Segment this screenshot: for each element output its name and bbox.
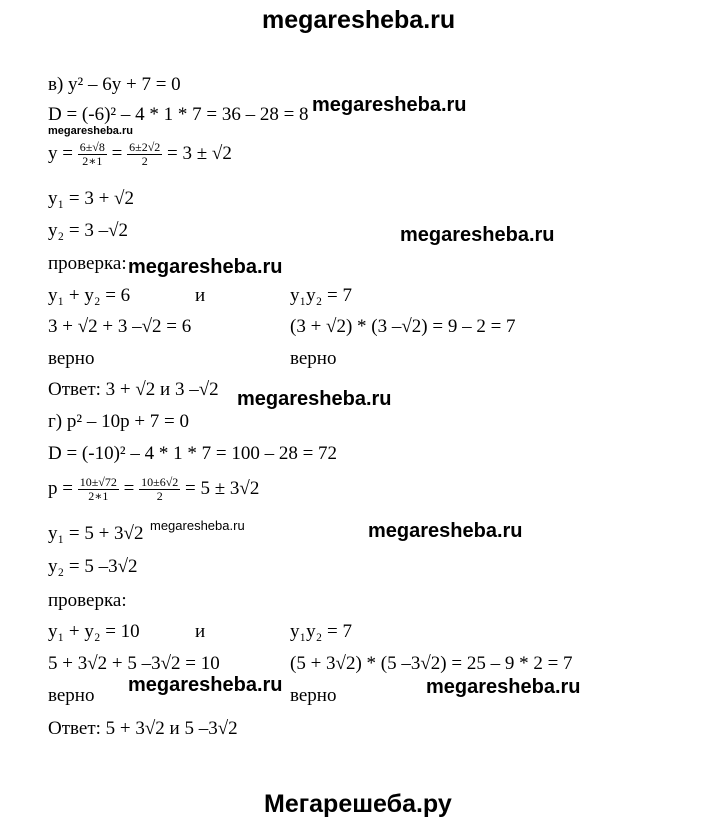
equals-sign: = (111, 142, 123, 164)
check-label-g: проверка: (48, 590, 127, 611)
fraction-2 (139, 476, 180, 503)
check-label-v: проверка: (48, 253, 127, 274)
header-site-title: megaresheba.ru (262, 6, 456, 34)
product-check-g: (5 + 3√2) * (5 –3√2) = 25 – 9 * 2 = 7 (290, 653, 573, 674)
roots-formula-v (48, 141, 232, 168)
correct-product-v: верно (290, 348, 337, 369)
y-prefix: y = (48, 142, 73, 164)
correct-sum-v: верно (48, 348, 95, 369)
root-y1-g: y₁ = 5 + 3√2 (48, 523, 144, 544)
vieta-product-g: y₁y₂ = 7 (290, 621, 352, 642)
fraction-2 (127, 141, 162, 168)
fraction-numerator: 10±6√2 (141, 475, 179, 489)
watermark: megaresheba.ru (128, 674, 283, 696)
sum-check-g: 5 + 3√2 + 5 –3√2 = 10 (48, 653, 220, 674)
discriminant-g: D = (-10)² – 4 * 1 * 7 = 100 – 28 = 72 (48, 443, 338, 464)
root-y2-g: y₂ = 5 –3√2 (48, 556, 138, 577)
equals-sign: = (123, 477, 135, 499)
fraction-numerator: 6±2√2 (129, 140, 161, 154)
vieta-sum-g: y₁ + y₂ = 10 (48, 621, 140, 642)
watermark-tiny: megaresheba.ru (48, 125, 133, 137)
vieta-product-v: y₁y₂ = 7 (290, 285, 352, 306)
y-result: = 3 ± √2 (167, 142, 232, 164)
footer-site-title: Мегарешеба.ру (264, 790, 452, 818)
fraction-denominator: 2 (156, 489, 163, 503)
p-result: = 5 ± 3√2 (185, 477, 260, 499)
equation-v: в) y² – 6y + 7 = 0 (48, 74, 181, 95)
watermark-small: megaresheba.ru (150, 518, 245, 533)
product-check-v: (3 + √2) * (3 –√2) = 9 – 2 = 7 (290, 316, 516, 337)
fraction-1 (78, 141, 107, 168)
sum-check-v: 3 + √2 + 3 –√2 = 6 (48, 316, 192, 337)
watermark: megaresheba.ru (426, 676, 581, 698)
and-word-v: и (195, 285, 206, 306)
root-y2-v: y₂ = 3 –√2 (48, 220, 129, 241)
watermark: megaresheba.ru (368, 520, 523, 542)
answer-g: Ответ: 5 + 3√2 и 5 –3√2 (48, 718, 238, 739)
roots-formula-g (48, 476, 259, 503)
and-word-g: и (195, 621, 206, 642)
answer-v: Ответ: 3 + √2 и 3 –√2 (48, 379, 219, 400)
correct-product-g: верно (290, 685, 337, 706)
fraction-numerator: 10±√72 (79, 475, 117, 489)
watermark: megaresheba.ru (312, 94, 467, 116)
correct-sum-g: верно (48, 685, 95, 706)
fraction-numerator: 6±√8 (79, 140, 105, 154)
root-y1-v: y₁ = 3 + √2 (48, 188, 134, 209)
fraction-1 (78, 476, 119, 503)
vieta-sum-v: y₁ + y₂ = 6 (48, 285, 131, 306)
watermark: megaresheba.ru (237, 388, 392, 410)
watermark: megaresheba.ru (400, 224, 555, 246)
equation-g: г) p² – 10p + 7 = 0 (48, 411, 189, 432)
fraction-denominator: 2∗1 (82, 154, 103, 168)
fraction-denominator: 2 (141, 154, 148, 168)
fraction-denominator: 2∗1 (88, 489, 109, 503)
watermark: megaresheba.ru (128, 256, 283, 278)
p-prefix: p = (48, 477, 73, 499)
discriminant-v: D = (-6)² – 4 * 1 * 7 = 36 – 28 = 8 (48, 104, 309, 125)
